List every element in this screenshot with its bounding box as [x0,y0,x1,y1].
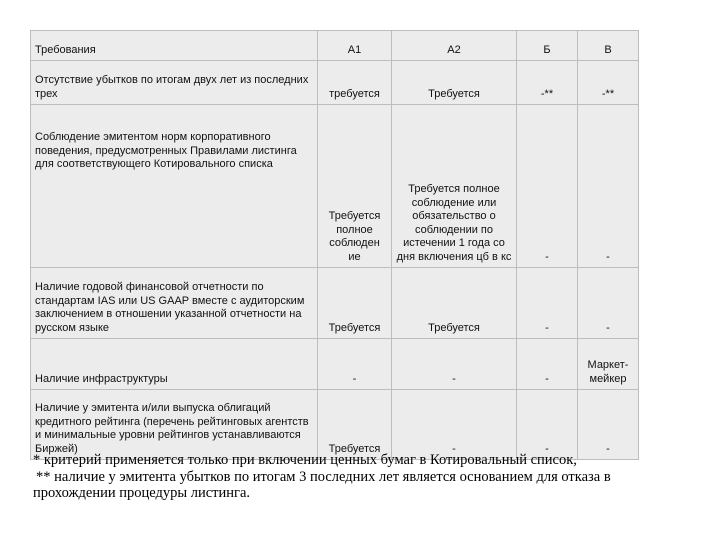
table-row [31,390,639,460]
row-v: -** [578,61,639,105]
header-b: Б [517,31,578,61]
table-row [31,105,639,268]
row-requirement: Наличие у эмитента и/или выпуска облигаций кредитного рейтинга (перечень рейтинговых агентств и минимальные уровни рейтингов устанавливаются Биржей) [31,390,318,460]
header-a2: А2 [392,31,517,61]
row-b: - [517,390,578,460]
row-a2: Требуется [392,268,517,339]
row-a2: - [392,339,517,390]
row-a2: Требуется [392,61,517,105]
listing-requirements-table [30,30,639,460]
table-row [31,339,639,390]
row-requirement: Отсутствие убытков по итогам двух лет из последних трех [31,61,318,105]
header-v: В [578,31,639,61]
footnote-2: ** наличие у эмитента убытков по итогам 3 последних лет является основанием для отказа в прохождении процедуры листинга. [33,468,611,501]
row-b: - [517,339,578,390]
row-v: - [578,268,639,339]
header-a1: А1 [318,31,392,61]
row-requirement: Соблюдение эмитентом норм корпоративного поведения, предусмотренных Правилами листинга для соответствующего Котировального списка [31,105,318,268]
row-v: - [578,390,639,460]
row-a2: - [392,390,517,460]
table-header-row [31,31,639,61]
header-requirements: Требования [31,31,318,61]
row-a1: требуется [318,61,392,105]
row-a1: Требуется [318,390,392,460]
table-row [31,268,639,339]
row-v: Маркет-мейкер [578,339,639,390]
row-requirement: Наличие годовой финансовой отчетности по стандартам IAS или US GAAP вместе с аудиторским заключением в отношении указанной отчетности на русском языке [31,268,318,339]
row-v: - [578,105,639,268]
row-b: -** [517,61,578,105]
row-b: - [517,105,578,268]
table-row [31,61,639,105]
row-a1: - [318,339,392,390]
row-b: - [517,268,578,339]
footnotes [33,452,683,502]
row-a2: Требуется полное соблюдение или обязательство о соблюдении по истечении 1 года со дня включения цб в кс [392,105,517,268]
row-requirement: Наличие инфраструктуры [31,339,318,390]
footnote-1: * критерий применяется только при включении ценных бумаг в Котировальный список, [33,452,577,468]
row-a1: Требуется [318,268,392,339]
row-a1: Требуется полное соблюден ие [318,105,392,268]
